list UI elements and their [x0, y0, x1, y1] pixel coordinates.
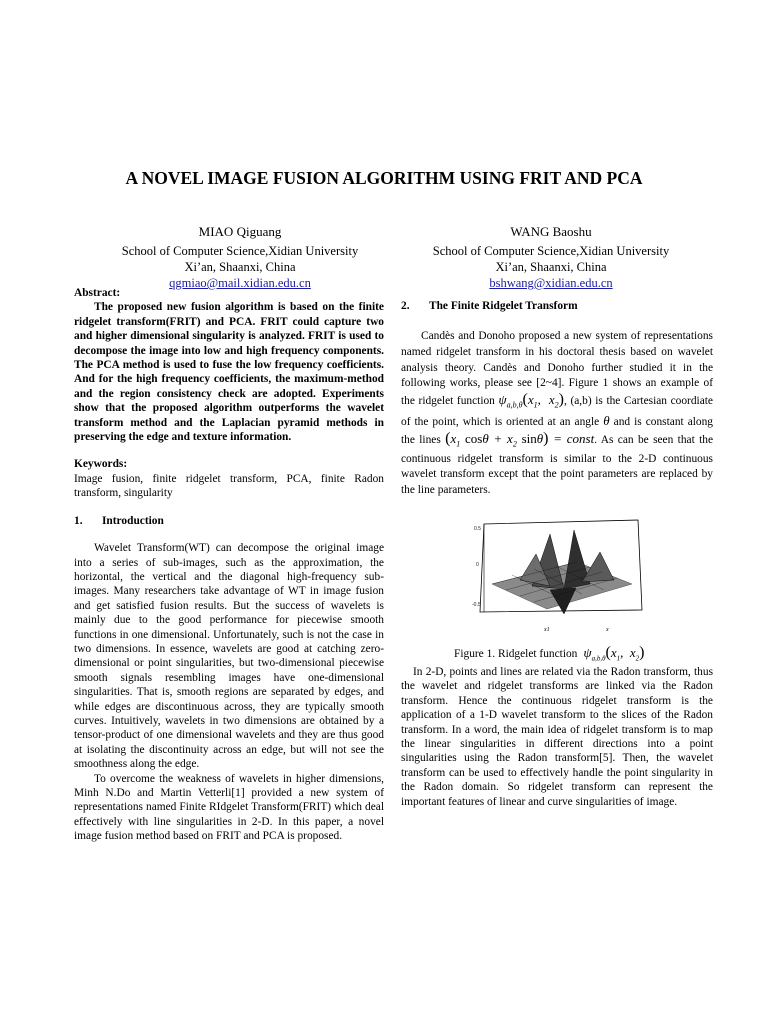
figure-axis-label-x1: x1: [544, 627, 550, 633]
author-location: Xi’an, Shaanxi, China: [184, 260, 296, 274]
right-column-lower: [401, 665, 713, 809]
abstract-text: The proposed new fusion algorithm is based on the finite ridgelet transform(FRIT) and PCA. FRIT could capture two and higher dimensional singularity is analyzed. FRIT is used to decompose the image into low and high frequency components. The PCA method is used to fuse the low frequency coefficients. And for the high frequency coefficients, the maximum-method and the region consistency check are adopted. Experiments show that the proposed algorithm outperforms the wavelet transform method and the Laplacian pyramid methods in preserving the edge and texture information.: [74, 301, 384, 444]
line-equation-formula: ($x_1$ $\cos\theta + x_2$ sinθ) = const: [445, 429, 595, 449]
intro-paragraph-1: Wavelet Transform(WT) can decompose the original image into a series of sub-images, such as the approximation, the horizontal, the vertical and the diagonal high-frequency sub-images. Many researchers take advantage of WT in image fusion and get satisfied fusion results. But the success of wavelets is mainly due to the good performance for piecewise smooth functions in one dimensional. Unfortunately, such is not the case in two dimensions. In essence, wavelets are good at catching zero-dimensional or point singularities, but two-dimensional piecewise smooth signals resembling images have one-dimensional singularities. That is, smooth regions are separated by edges, and while edges are discontinuous across, they are typically smooth curves. Intuitively, wavelets in two dimensions are obtained by a tensor-product of one dimensional wavelets and they are thus good at isolating the discontinuity across an edge, but will not see the smoothness along the edge.: [74, 542, 384, 771]
theta-symbol: θ: [603, 412, 610, 428]
svg-text:0: 0: [476, 562, 479, 568]
intro-paragraph-2: To overcome the weakness of wavelets in higher dimensions, Minh N.Do and Martin Vetterli[1] provided a new system of representations named Finite RIdgelet Transform(FRIT) which deal effectively with line singularities in 2-D. In this paper, a novel image fusion method based on FRIT and PCA is proposed.: [74, 772, 384, 843]
svg-text:-0.5: -0.5: [472, 602, 481, 608]
author-name: MIAO Qiguang: [198, 224, 282, 239]
section-title: The Finite Ridgelet Transform: [429, 300, 578, 312]
section-heading-frit: [401, 299, 713, 313]
author-block-1: [100, 224, 380, 291]
author-affiliation: School of Computer Science,Xidian University: [121, 244, 359, 258]
paper-title: A NOVEL IMAGE FUSION ALGORITHM USING FRIT AND PCA: [125, 168, 643, 188]
ridgelet-surface-figure: [472, 514, 652, 640]
frit-text-part: and is constant along the lines: [401, 415, 713, 446]
figure-ticks: [472, 526, 481, 608]
figure-caption-formula: $\psi_{a,b,\theta}(x_1$, $x_2$): [580, 644, 645, 663]
svg-text:0.5: 0.5: [474, 526, 481, 532]
keywords-heading: Keywords:: [74, 458, 128, 471]
ridgelet-function-formula: $\psi_{a,b,\theta}(x_1$, $x_2$): [498, 390, 564, 410]
author-name: WANG Baoshu: [510, 224, 592, 239]
author-block-2: [411, 224, 691, 291]
section-title: Introduction: [102, 514, 164, 527]
figure-axis-label-x2: x: [606, 627, 609, 633]
author-email-link[interactable]: bshwang@xidian.edu.cn: [489, 276, 613, 290]
author-email-link[interactable]: qgmiao@mail.xidian.edu.cn: [169, 276, 311, 290]
section-number: 1.: [74, 514, 83, 527]
author-location: Xi’an, Shaanxi, China: [495, 260, 607, 274]
left-column: [74, 286, 384, 844]
frit-text-part: Candès and Donoho proposed a new system of representations named ridgelet transform in his doctoral thesis based on wavelet analysis theory. Candès and Donoho further studied it in the following works, please see [2~4]. Figure 1 shows an example of the ridgelet function: [401, 330, 713, 407]
abstract-heading: Abstract:: [74, 287, 121, 299]
figure-caption-text: Figure 1. Ridgelet function: [454, 648, 578, 660]
frit-text-part: , (a,b) is the Cartesian coordiate of the point, which is oriented at an angle: [401, 394, 713, 428]
frit-paragraph-1: [401, 329, 713, 498]
frit-paragraph-2: In 2-D, points and lines are related via the Radon transform, thus the wavelet and ridgelet transforms are linked via the Radon transform. Hence the continuous ridgelet transform is the application of a 1-D wavelet transform to the slices of the Radon transform. In a word, the main idea of ridgelet transform is to map the linear singularities in different directions into a point singularities using the Radon transform[5]. Then, the wavelet transform can be used to effectively handle the point singularity in the Radon domain. So ridgelet transform can represent the important features of linear and curve singularities of image.: [401, 666, 713, 808]
author-affiliation: School of Computer Science,Xidian University: [432, 244, 670, 258]
section-heading-introduction: [74, 514, 384, 528]
right-column: [401, 299, 713, 499]
frit-text-part: . As can be seen that the continuous ridgelet transform is similar to the 2-D continuous wavelet transform except that the point parameters are replaced by the line parameters.: [401, 433, 714, 496]
figure-caption: [454, 644, 645, 663]
keywords-text: Image fusion, finite ridgelet transform, PCA, finite Radon transform, singularity: [74, 472, 384, 500]
section-number: 2.: [401, 300, 410, 312]
